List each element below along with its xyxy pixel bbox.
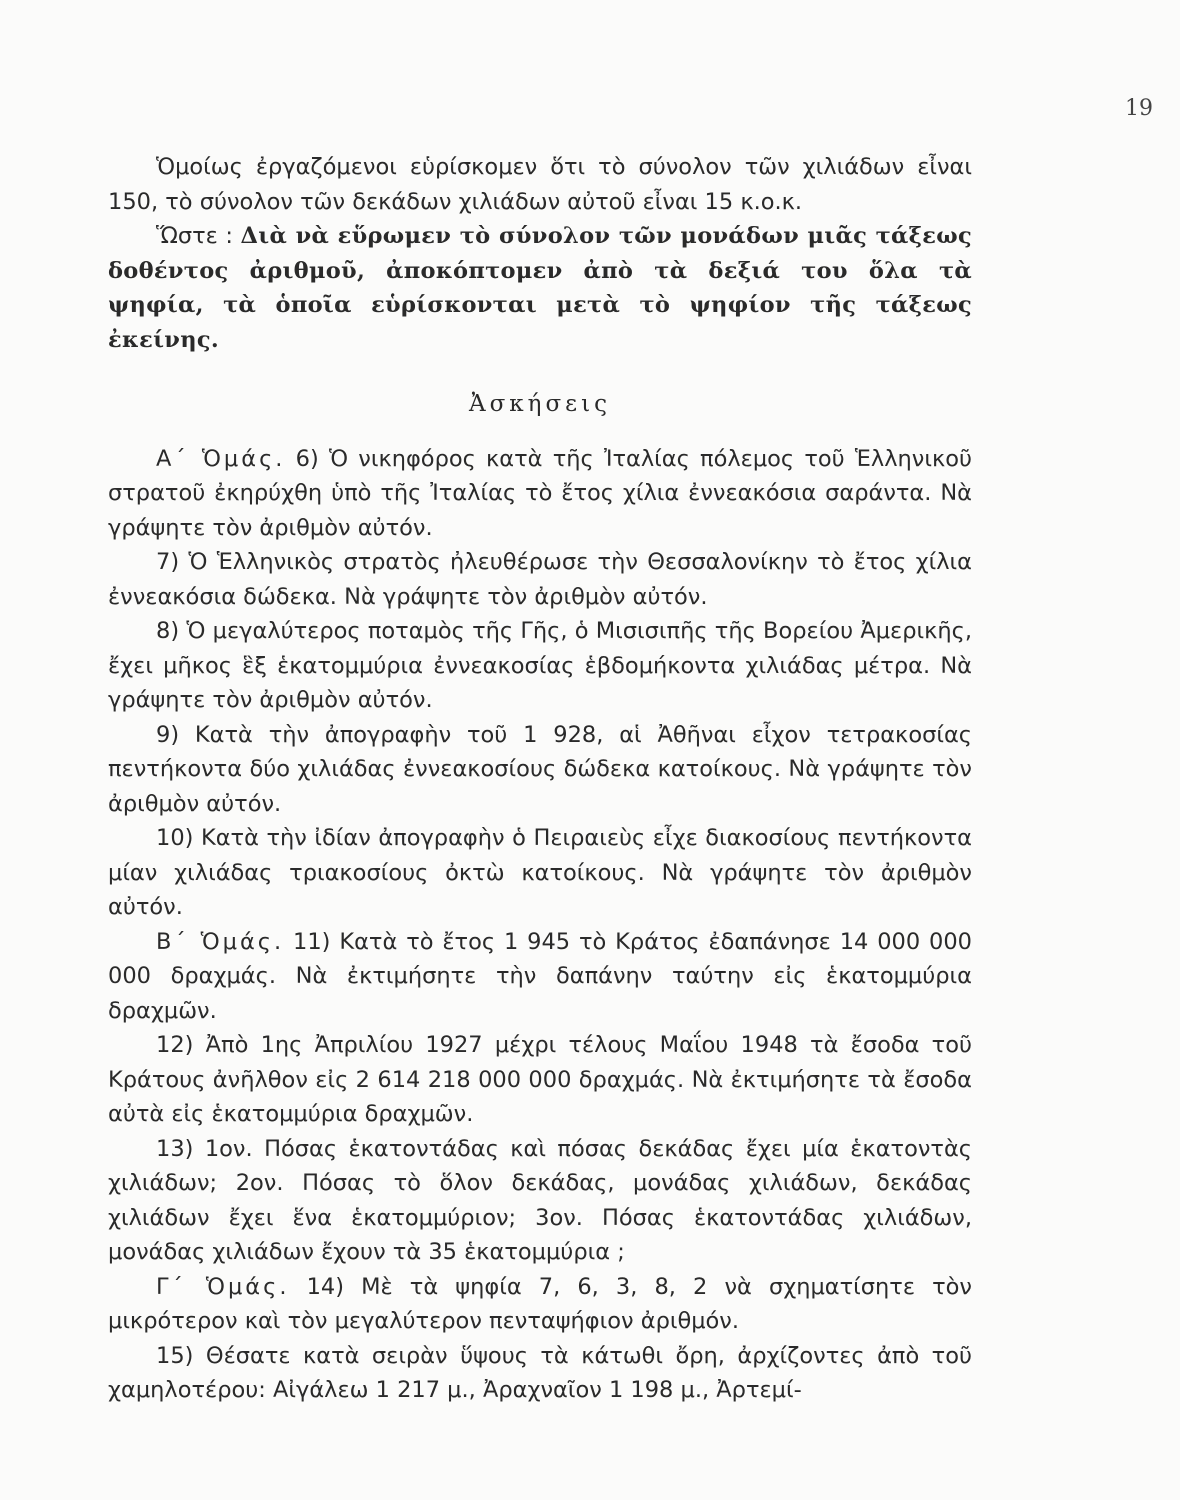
exercise-11 <box>108 925 972 1029</box>
page-text <box>108 150 972 1408</box>
exercise-11-text: 11) Κατὰ τὸ ἔτος 1 945 τὸ Κράτος ἐδαπάνησε 14 000 000 000 δραχμάς. Νὰ ἐκτιμήσητε τὴν δαπάνην ταύτην εἰς ἑκατομμύρια δραχμῶν. <box>108 928 972 1024</box>
exercise-12: 12) Ἀπὸ 1ης Ἀπριλίου 1927 μέχρι τέλους Μαΐου 1948 τὰ ἔσοδα τοῦ Κράτους ἀνῆλθον εἰς 2 614 218 000 000 δραχμάς. Νὰ ἐκτιμήσητε τὰ ἔσοδα αὐτὰ εἰς ἑκατομμύρια δραχμῶν. <box>108 1032 972 1127</box>
exercise-13: 13) 1ον. Πόσας ἑκατοντάδας καὶ πόσας δεκάδας ἔχει μία ἑκατοντὰς χιλιάδων; 2ον. Πόσας τὸ ὅλον δεκάδας, μονάδας χιλιάδων, δεκάδας χιλιάδων ἔχει ἕνα ἑκατομμύριον; 3ον. Πόσας ἑκατοντάδας χιλιάδων, μονάδας χιλιάδων ἔχουν τὰ 35 ἑκατομμύρια ; <box>108 1135 972 1265</box>
section-heading: Ἀσκήσεις <box>469 391 611 417</box>
group-c-label: Γ΄ Ὁμάς. <box>156 1273 290 1300</box>
intro-paragraph: Ὁμοίως ἐργαζόμενοι εὑρίσκομεν ὅτι τὸ σύνολον τῶν χιλιάδων εἶναι 150, τὸ σύνολον τῶν δεκάδων χιλιάδων αὐτοῦ εἶναι 15 κ.ο.κ. <box>108 154 972 215</box>
exercise-10: 10) Κατὰ τὴν ἰδίαν ἀπογραφὴν ὁ Πειραιεὺς εἶχε διακοσίους πεντήκοντα μίαν χιλιάδας τριακοσίους ὀκτὼ κατοίκους. Νὰ γράψητε τὸν ἀριθμὸν αὐτόν. <box>108 825 972 920</box>
exercise-14-text: 14) Μὲ τὰ ψηφία 7, 6, 3, 8, 2 νὰ σχηματίσητε τὸν μικρότερον καὶ τὸν μεγαλύτερον πενταψήφιον ἀριθμόν. <box>108 1273 973 1334</box>
exercise-14 <box>108 1270 972 1339</box>
exercise-7: 7) Ὁ Ἑλληνικὸς στρατὸς ἠλευθέρωσε τὴν Θεσσαλονίκην τὸ ἔτος χίλια ἐννεακόσια δώδεκα. Νὰ γράψητε τὸν ἀριθμὸν αὐτόν. <box>108 549 972 610</box>
exercise-15: 15) Θέσατε κατὰ σειρὰν ὕψους τὰ κάτωθι ὄρη, ἀρχίζοντες ἀπὸ τοῦ χαμηλοτέρου: Αἰγάλεω 1 217 μ., Ἀραχναῖον 1 198 μ., Ἀρτεμί- <box>108 1342 972 1403</box>
rule-statement: Διὰ νὰ εὕρωμεν τὸ σύνολον τῶν μονάδων μιᾶς τάξεως δοθέντος ἀριθμοῦ, ἀποκόπτομεν ἀπὸ τὰ δεξιά του ὅλα τὰ ψηφία, τὰ ὁποῖα εὑρίσκονται μετὰ τὸ ψηφίον τῆς τάξεως ἐκείνης. <box>108 223 972 353</box>
exercise-8: 8) Ὁ μεγαλύτερος ποταμὸς τῆς Γῆς, ὁ Μισισιπῆς τῆς Βορείου Ἀμερικῆς, ἔχει μῆκος ἓξ ἑκατομμύρια ἐννεακοσίας ἑβδομήκοντα χιλιάδας μέτρα. Νὰ γράψητε τὸν ἀριθμὸν αὐτόν. <box>108 618 972 713</box>
group-a-label: Α΄ Ὁμάς. <box>156 445 286 472</box>
rule-paragraph <box>108 219 972 357</box>
rule-lead: Ὥστε : <box>156 223 241 249</box>
page-number: 19 <box>1125 96 1153 121</box>
exercise-6-text: 6) Ὁ νικηφόρος κατὰ τῆς Ἰταλίας πόλεμος τοῦ Ἑλληνικοῦ στρατοῦ ἐκηρύχθη ὑπὸ τῆς Ἰταλίας τὸ ἔτος χίλια ἐννεακόσια σαράντα. Νὰ γράψητε τὸν ἀριθμὸν αὐτόν. <box>108 445 972 541</box>
group-b-label: Β΄ Ὁμάς. <box>156 928 285 955</box>
exercise-6 <box>108 442 972 546</box>
exercise-9: 9) Κατὰ τὴν ἀπογραφὴν τοῦ 1 928, αἱ Ἀθῆναι εἶχον τετρακοσίας πεντήκοντα δύο χιλιάδας ἐννεακοσίους δώδεκα κατοίκους. Νὰ γράψητε τὸν ἀριθμὸν αὐτόν. <box>108 721 972 817</box>
